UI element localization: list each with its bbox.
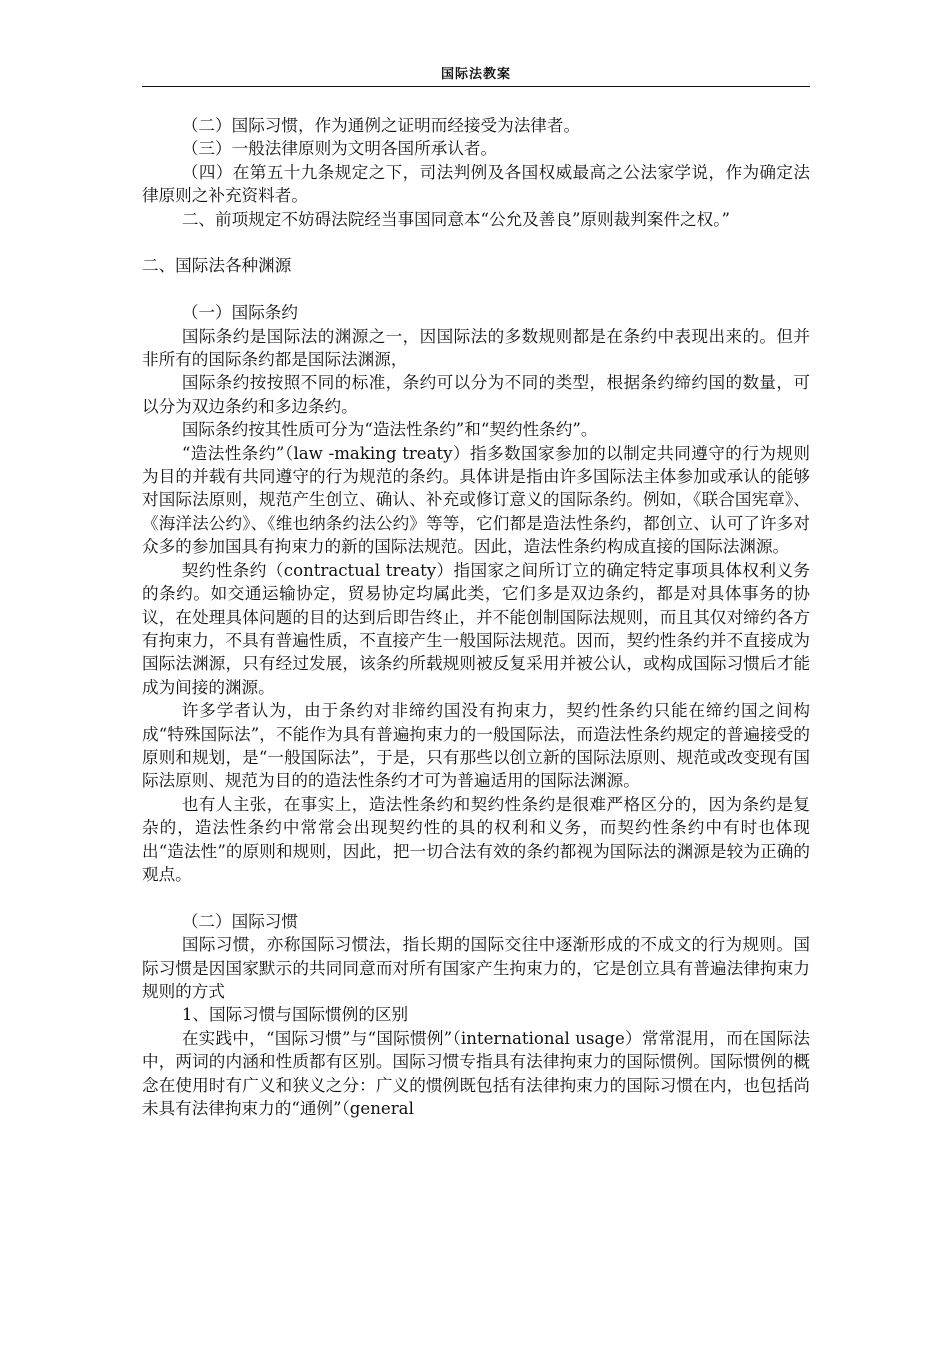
paragraph-scholars-view: 许多学者认为，由于条约对非缔约国没有拘束力，契约性条约只能在缔约国之间构成“特殊国际法”，不能作为具有普遍拘束力的一般国际法，而造法性条约规定的普遍接受的原则和规划，是“一般国际法”，于是，只有那些以创立新的国际法原则、规范或改变现有国际法原则、规范为目的的造法性条约才可为普遍适用的国际法渊源。 — [142, 701, 810, 791]
spacer — [142, 886, 810, 909]
spacer — [142, 231, 810, 254]
paragraph-article-item-3: （三）一般法律原则为文明各国所承认者。 — [181, 139, 498, 159]
paragraph-treaty-intro: 国际条约是国际法的渊源之一，因国际法的多数规则都是在条约中表现出来的。但并非所有的国际条约都是国际法渊源， — [142, 326, 810, 370]
paragraph-article-item-2: （二）国际习惯，作为通例之证明而经接受为法律者。 — [181, 116, 581, 135]
document-body — [142, 114, 810, 1120]
paragraph-law-making-treaty: “造法性条约”（law -making treaty）指多数国家参加的以制定共同遵守的行为规则为目的并载有共同遵守的行为规范的条约。具体讲是指由许多国际法主体参加或承认的能够对国际法原则，规范产生创立、确认、补充或修订意义的国际条约。例如，《联合国宪章》、《海洋法公约》、《维也纳条约法公约》等等，它们都是造法性条约，都创立、认可了许多对众多的参加国具有拘束力的新的国际法规范。因此，造法性条约构成直接的国际法渊源。 — [142, 443, 810, 557]
section-heading-sources: 二、国际法各种渊源 — [142, 256, 292, 276]
paragraph-article-item-4: （四）在第五十九条规定之下，司法判例及各国权威最高之公法家学说，作为确定法律原则之补充资料者。 — [142, 162, 810, 206]
subheading-custom: （二）国际习惯 — [181, 911, 298, 931]
paragraph-article-clause-2: 二、前项规定不妨碍法院经当事国同意本“公允及善良”原则裁判案件之权。” — [181, 209, 730, 229]
paragraph-custom-vs-usage-heading: 1、国际习惯与国际惯例的区别 — [181, 1005, 409, 1025]
paragraph-custom-definition: 国际习惯，亦称国际习惯法，指长期的国际交往中逐渐形成的不成文的行为规则。国际习惯是因国家默示的共同同意而对所有国家产生拘束力的，它是创立具有普遍法律拘束力规则的方式 — [142, 935, 810, 1001]
paragraph-contractual-treaty: 契约性条约（contractual treaty）指国家之间所订立的确定特定事项具体权利义务的条约。如交通运输协定，贸易协定均属此类，它们多是双边条约，都是对具体事务的协议，在处理具体问题的目的达到后即告终止，并不能创制国际法规则，而且其仅对缔约各方有拘束力，不具有普遍性质，不直接产生一般国际法规范。因而，契约性条约并不直接成为国际法渊源，只有经过发展，该条约所载规则被反复采用并被公认，或构成国际习惯后才能成为间接的渊源。 — [142, 560, 810, 697]
page-header: 国际法教案 — [440, 67, 511, 82]
subheading-treaties: （一）国际条约 — [181, 303, 298, 323]
header-rule — [142, 86, 810, 87]
paragraph-treaty-nature: 国际条约按其性质可分为“造法性条约”和“契约性条约”。 — [181, 420, 598, 440]
paragraph-custom-vs-usage: 在实践中，“国际习惯”与“国际惯例”（international usage）常常混用，而在国际法中，两词的内涵和性质都有区别。国际习惯专指具有法律拘束力的国际惯例。国际惯例的概念在使用时有广义和狭义之分：广义的惯例既包括有法律拘束力的国际习惯在内，也包括尚未具有法律拘束力的“通例”（general — [142, 1028, 810, 1119]
spacer — [142, 278, 810, 301]
paragraph-alternative-view: 也有人主张，在事实上，造法性条约和契约性条约是很难严格区分的，因为条约是复杂的，造法性条约中常常会出现契约性的具的权利和义务，而契约性条约中有时也体现出“造法性”的原则和规则，因此，把一切合法有效的条约都视为国际法的渊源是较为正确的观点。 — [142, 794, 810, 884]
paragraph-treaty-types: 国际条约按按照不同的标准，条约可以分为不同的类型，根据条约缔约国的数量，可以分为双边条约和多边条约。 — [142, 373, 810, 416]
